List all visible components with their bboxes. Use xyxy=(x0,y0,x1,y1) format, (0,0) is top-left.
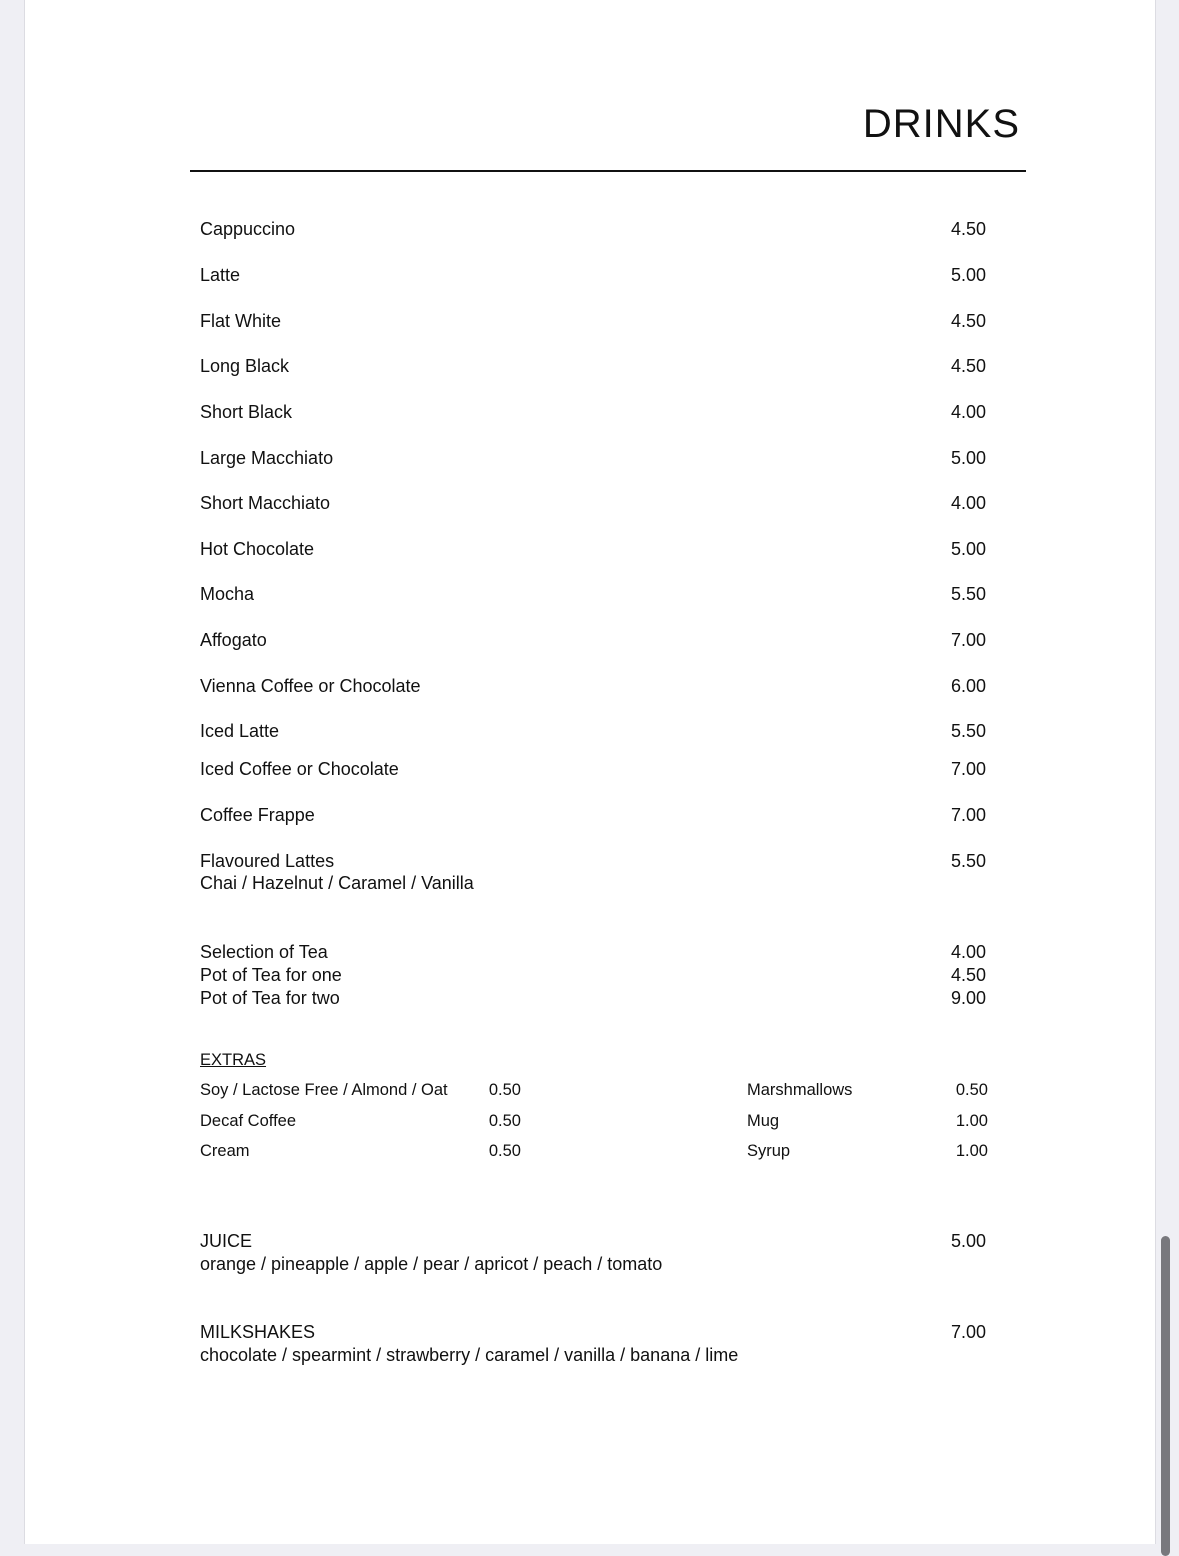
menu-item-name: Cappuccino xyxy=(200,219,296,239)
menu-item-name: Vienna Coffee or Chocolate xyxy=(200,676,421,696)
menu-item-name: Flavoured Lattes xyxy=(200,851,335,871)
tea-item-name: Pot of Tea for one xyxy=(200,965,342,985)
menu-item-price: 4.00 xyxy=(950,493,986,513)
menu-item-price: 5.50 xyxy=(950,851,986,871)
menu-item-name: Iced Latte xyxy=(200,721,280,741)
extra-item-name: Decaf Coffee xyxy=(200,1112,297,1130)
extra-item-name: Syrup xyxy=(747,1142,791,1160)
extra-item-name: Mug xyxy=(747,1112,780,1130)
extra-item-price: 0.50 xyxy=(488,1112,521,1130)
menu-item-name: Latte xyxy=(200,265,241,285)
menu-item-price: 5.00 xyxy=(950,265,986,285)
juice-options: orange / pineapple / apple / pear / apricot / peach / tomato xyxy=(200,1254,663,1274)
menu-item-price: 4.50 xyxy=(950,356,986,376)
extra-item-price: 0.50 xyxy=(488,1081,521,1099)
tea-item-name: Pot of Tea for two xyxy=(200,988,340,1008)
menu-item-name: Coffee Frappe xyxy=(200,805,315,825)
extra-item-name: Soy / Lactose Free / Almond / Oat xyxy=(200,1081,448,1099)
milkshakes-price: 7.00 xyxy=(950,1322,986,1342)
tea-item-name: Selection of Tea xyxy=(200,942,328,962)
tea-item-price: 4.00 xyxy=(950,942,986,962)
scrollbar[interactable] xyxy=(1161,1236,1170,1556)
title-divider xyxy=(190,170,1026,172)
menu-item-price: 6.00 xyxy=(950,676,986,696)
extra-item-name: Marshmallows xyxy=(747,1081,853,1099)
menu-item-name: Iced Coffee or Chocolate xyxy=(200,759,399,779)
menu-item-name: Flat White xyxy=(200,311,282,331)
extra-item-price: 0.50 xyxy=(955,1081,988,1099)
menu-item-price: 5.50 xyxy=(950,584,986,604)
document-page xyxy=(24,0,1156,1544)
extra-item-price: 1.00 xyxy=(955,1112,988,1130)
menu-item-name: Short Macchiato xyxy=(200,493,331,513)
juice-price: 5.00 xyxy=(950,1231,986,1251)
menu-item-price: 7.00 xyxy=(950,805,986,825)
menu-item-price: 7.00 xyxy=(950,759,986,779)
extra-item-price: 1.00 xyxy=(955,1142,988,1160)
menu-item-name: Affogato xyxy=(200,630,267,650)
page-title: DRINKS xyxy=(862,102,1020,146)
menu-item-name: Large Macchiato xyxy=(200,448,334,468)
milkshakes-heading: MILKSHAKES xyxy=(200,1322,316,1342)
menu-item-name: Short Black xyxy=(200,402,293,422)
tea-item-price: 9.00 xyxy=(950,988,986,1008)
extras-heading: EXTRAS xyxy=(200,1051,267,1069)
tea-item-price: 4.50 xyxy=(950,965,986,985)
menu-item-name: Mocha xyxy=(200,584,255,604)
menu-item-price: 5.50 xyxy=(950,721,986,741)
menu-item-price: 4.00 xyxy=(950,402,986,422)
menu-item-name: Hot Chocolate xyxy=(200,539,315,559)
juice-heading: JUICE xyxy=(200,1231,253,1251)
menu-item-price: 5.00 xyxy=(950,539,986,559)
menu-item-price: 4.50 xyxy=(950,219,986,239)
milkshakes-options: chocolate / spearmint / strawberry / caramel / vanilla / banana / lime xyxy=(200,1345,739,1365)
menu-item-price: 4.50 xyxy=(950,311,986,331)
extra-item-price: 0.50 xyxy=(488,1142,521,1160)
menu-item-price: 7.00 xyxy=(950,630,986,650)
menu-item-name: Long Black xyxy=(200,356,290,376)
extra-item-name: Cream xyxy=(200,1142,250,1160)
flavour-options: Chai / Hazelnut / Caramel / Vanilla xyxy=(200,873,474,893)
menu-item-price: 5.00 xyxy=(950,448,986,468)
